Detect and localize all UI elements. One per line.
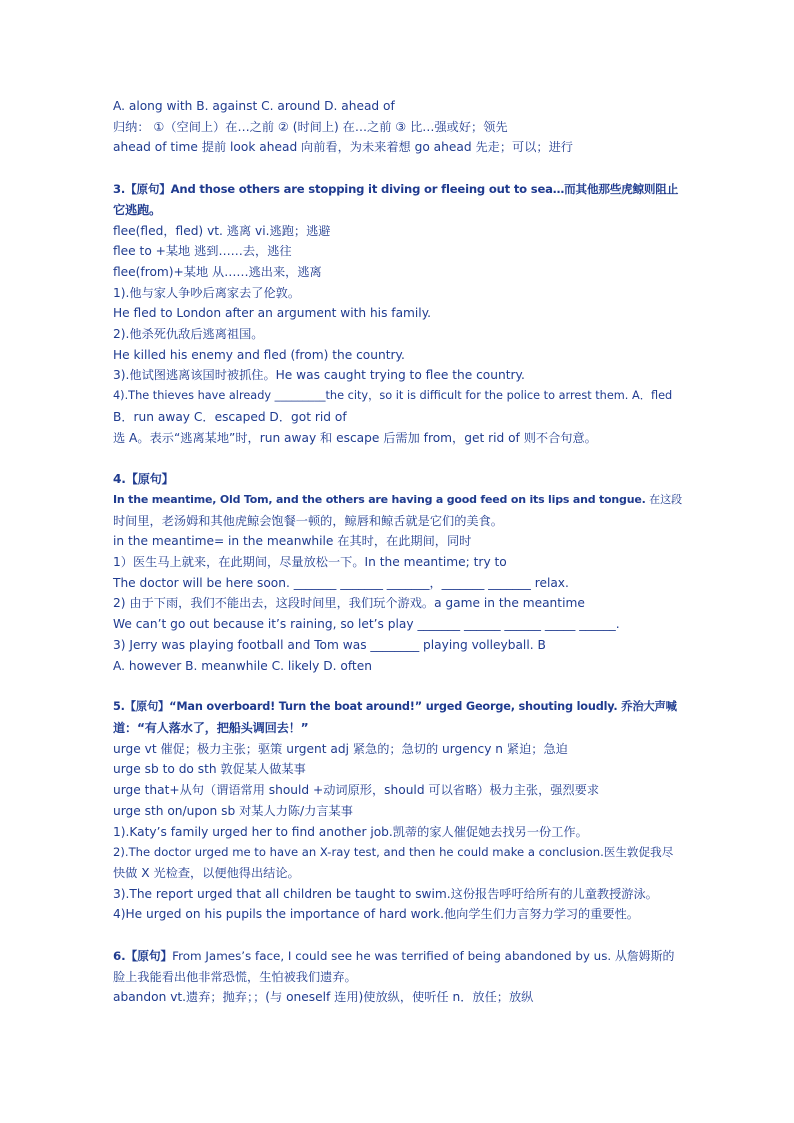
s4-line: A. however B. meanwhile C. likely D. often (113, 658, 372, 673)
s3-line: 1).他与家人争吵后离家去了伦敦。 (113, 285, 301, 300)
s5-line: 2).The doctor urged me to have an X-ray test, and then he could make a conclusion.医生敦促我尽 (113, 845, 674, 860)
s3-line: flee(from)+某地 从……逃出来，逃离 (113, 264, 322, 279)
s6-line: abandon vt.遗弃；抛弃；；(与 oneself 连用)使放纵，使听任 n．放任；放纵 (113, 990, 534, 1005)
s3-line: 3).他试图逃离该国时被抓住。He was caught trying to flee the country. (113, 368, 525, 383)
s3-line: 选 A。表示“逃离某地”时，run away 和 escape 后需加 from，get rid of 则不合句意。 (113, 430, 597, 445)
s4-original-sentence: In the meantime, Old Tom, and the others are having a good feed on its lips and tongue. (113, 492, 646, 506)
s5-line: urge sth on/upon sb 对某人力陈/力言某事 (113, 803, 353, 818)
document-page (113, 96, 683, 1008)
s5-line: 3).The report urged that all children be taught to swim.这份报告呼吁给所有的儿童教授游泳。 (113, 886, 658, 901)
section-5-heading-cont: 道：“有人落水了，把船头调回去！” (113, 720, 309, 735)
summary-phrases-line: ahead of time 提前 look ahead 向前看，为未来着想 go ahead 先走；可以；进行 (113, 140, 573, 155)
s4-line: We can’t go out because it’s raining, so let’s play _______ ______ ______ _____ ______. (113, 617, 620, 632)
s5-line: 1).Katy’s family urged her to find another job.凯蒂的家人催促她去找另一份工作。 (113, 824, 588, 839)
s5-line: urge sb to do sth 敦促某人做某事 (113, 762, 306, 777)
s3-line: He fled to London after an argument with his family. (113, 306, 432, 321)
s4-line: 1）医生马上就来，在此期间，尽量放松一下。In the meantime; try to (113, 555, 507, 570)
section-3-heading: 3.【原句】And those others are stopping it diving or fleeing out to sea…而其他那些虎鲸则阻止 (113, 182, 679, 197)
s5-line: 4)He urged on his pupils the importance of hard work.他向学生们力言努力学习的重要性。 (113, 907, 639, 922)
section-6-label: 6.【原句】 (113, 949, 173, 964)
s3-line: flee(fled，fled) vt. 逃离 vi.逃跑；逃避 (113, 223, 331, 238)
options-line: A. along with B. against C. around D. ahead of (113, 99, 395, 113)
s4-translation-start: 在这段 (645, 492, 683, 506)
s3-line: He killed his enemy and fled (from) the country. (113, 347, 405, 362)
s3-line: B．run away C．escaped D．got rid of (113, 409, 347, 424)
s4-line: 2) 由于下雨，我们不能出去，这段时间里，我们玩个游戏。a game in the meantime (113, 596, 585, 611)
s4-line: 时间里，老汤姆和其他虎鲸会饱餐一顿的，鲸唇和鲸舌就是它们的美食。 (113, 513, 503, 528)
s3-line: flee to +某地 逃到……去，逃往 (113, 244, 292, 259)
s4-line: 3) Jerry was playing football and Tom was ________ playing volleyball. B (113, 637, 546, 652)
section-6-sentence: From James’s face, I could see he was terrified of being abandoned by us. 从詹姆斯的 (172, 949, 675, 964)
summary-line: 归纳： ①（空间上）在…之前 ② (时间上) 在…之前 ③ 比…强或好；领先 (113, 119, 508, 134)
s4-line (113, 490, 683, 511)
section-3-heading-cont: 它逃跑。 (113, 202, 161, 217)
s5-line: urge vt 催促；极力主张；驱策 urgent adj 紧急的；急切的 urgency n 紧迫；急迫 (113, 741, 568, 756)
s5-line: 快做 X 光检查，以便他得出结论。 (113, 865, 300, 880)
section-4-heading: 4.【原句】 (113, 472, 174, 487)
s4-line: in the meantime= in the meanwhile 在其时，在此期间，同时 (113, 534, 472, 549)
section-6-heading (113, 946, 683, 967)
section-6-heading-cont: 脸上我能看出他非常恐慌，生怕被我们遗弃。 (113, 969, 357, 984)
s4-line: The doctor will be here soon. _______ _______ _______，_______ _______ relax. (113, 575, 569, 590)
s5-line: urge that+从句（谓语常用 should +动词原形，should 可以省略）极力主张，强烈要求 (113, 783, 600, 798)
s3-line: 4).The thieves have already _________the city，so it is difficult for the police to arrest them. A．fled (113, 389, 673, 403)
section-5-heading: 5.【原句】“Man overboard! Turn the boat around!” urged George, shouting loudly. 乔治大声喊 (113, 700, 677, 714)
s3-line: 2).他杀死仇敌后逃离祖国。 (113, 327, 264, 342)
